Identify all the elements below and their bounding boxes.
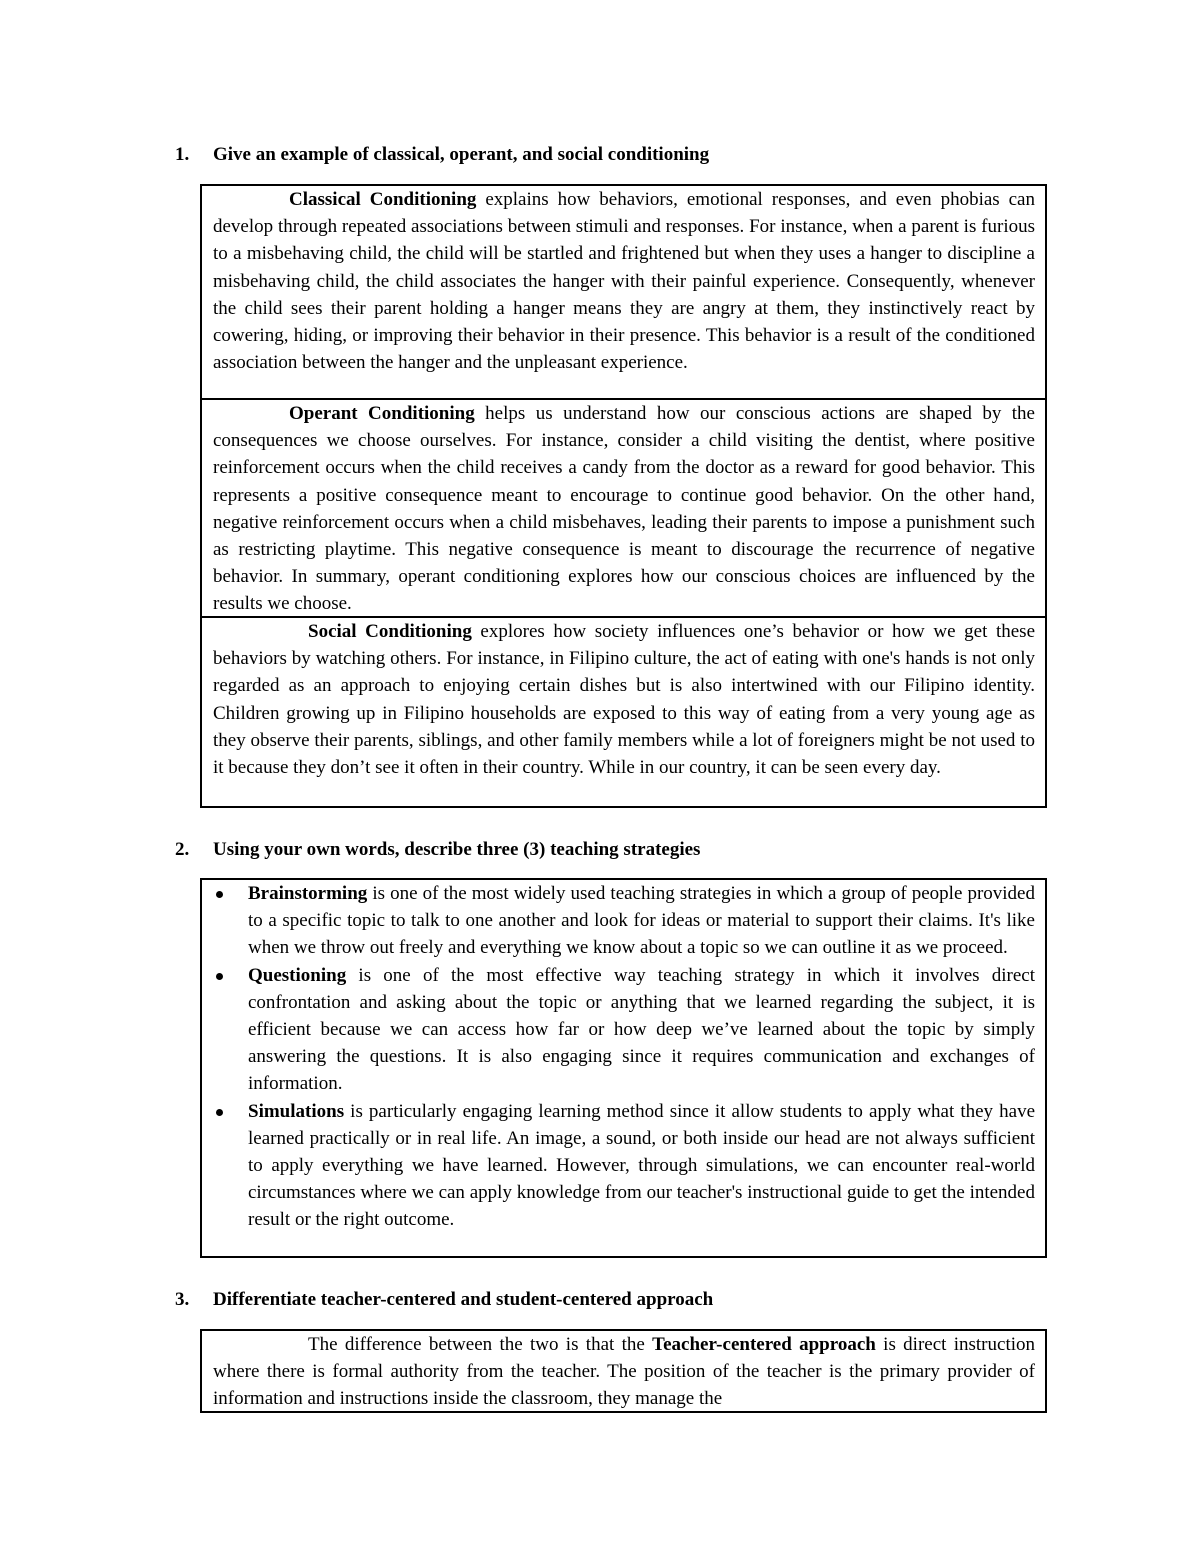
classical-conditioning-term: Classical Conditioning — [289, 189, 477, 210]
classical-conditioning-text: explains how behaviors, emotional responses, and even phobias can develop through repeated associations between stimuli and responses. For instance, when a parent is furious to a misbehaving child, the child will be startled and frightened but when they uses a hanger to discipline a misbehaving child, the child associates the hanger with their painful experience. Consequently, whenever the child sees their parent holding a hanger means they are angry at them, they instinctively react by cowering, hiding, or improving their behavior in their presence. This behavior is a result of the conditioned association between the hanger and the unpleasant experience. — [213, 189, 1035, 374]
strategy-text: is particularly engaging learning method since it allow students to apply what they have learned practically or in real life. An image, a sound, or both inside our head are not always sufficient to apply everything we have learned. However, through simulations, we can encounter real-world circumstances where we can apply knowledge from our teacher's instructional guide to get the intended result or the right outcome. — [248, 1100, 1035, 1231]
approach-text-after: is direct instruction where there is formal authority from the teacher. The position of the teacher is the primary provider of information and instructions inside the classroom, they manage the — [213, 1334, 1036, 1410]
question-number: 2. — [175, 839, 190, 860]
classical-conditioning-paragraph — [202, 186, 1045, 376]
operant-conditioning-term: Operant Conditioning — [289, 403, 475, 424]
approach-comparison-paragraph — [202, 1331, 1045, 1413]
question-text: Differentiate teacher-centered and student-centered approach — [213, 1289, 714, 1310]
question-1-heading — [175, 143, 1055, 167]
social-conditioning-term: Social Conditioning — [308, 621, 472, 642]
social-conditioning-text: explores how society influences one’s behavior or how we get these behaviors by watching others. For instance, in Filipino culture, the act of eating with one's hands is not only regarded as an approach to enjoying certain dishes but is also intertwined with our Filipino identity. Children growing up in Filipino households are exposed to this way of eating from a very young age as they observe their parents, siblings, and other family members while a lot of foreigners might be not used to it because they don’t see it often in their country. While in our country, it can be seen every day. — [213, 621, 1036, 779]
list-item — [248, 1098, 1035, 1234]
social-conditioning-paragraph — [202, 618, 1045, 781]
teaching-strategies-list — [202, 880, 1045, 1234]
strategy-text: is one of the most effective way teaching strategy in which it involves direct confrontation and asking about the topic or anything that we learned regarding the subject, it is efficient because we can access how far or how deep we’ve learned about the topic by simply answering the questions. It is also engaging since it requires communication and exchanges of information. — [248, 964, 1035, 1095]
teacher-centered-term: Teacher-centered approach — [652, 1334, 876, 1355]
social-conditioning-box — [200, 618, 1047, 808]
strategy-term: Questioning — [248, 964, 347, 986]
strategy-term: Brainstorming — [248, 883, 368, 904]
strategy-text: is one of the most widely used teaching strategies in which a group of people provided to a specific topic to talk to one another and look for ideas or material to support their claims. It's like when we throw out freely and everything we know about a topic so we can outline it as we proceed. — [248, 883, 1035, 959]
question-number: 1. — [175, 144, 190, 165]
operant-conditioning-text: helps us understand how our conscious actions are shaped by the consequences we choose ourselves. For instance, consider a child visiting the dentist, where positive reinforcement occurs when the child receives a candy from the doctor as a reward for good behavior. This represents a positive consequence meant to encourage to continue good behavior. On the other hand, negative reinforcement occurs when a child misbehaves, leading their parents to impose a punishment such as restricting playtime. This negative consequence is meant to discourage the recurrence of negative behavior. In summary, operant conditioning explores how our conscious choices are influenced by the results we choose. — [213, 403, 1035, 615]
classical-conditioning-box — [200, 184, 1047, 400]
approach-text-before: The difference between the two is that the — [308, 1334, 653, 1355]
bullet-icon — [216, 1109, 223, 1116]
bullet-icon — [216, 891, 223, 898]
list-item — [248, 880, 1035, 962]
question-number: 3. — [175, 1289, 190, 1310]
operant-conditioning-paragraph — [202, 400, 1045, 618]
question-text: Using your own words, describe three (3) teaching strategies — [213, 839, 701, 860]
bullet-icon — [216, 973, 223, 980]
strategy-term: Simulations — [248, 1100, 345, 1122]
operant-conditioning-box — [200, 400, 1047, 618]
question-text: Give an example of classical, operant, and social conditioning — [213, 144, 710, 165]
teaching-strategies-box — [200, 878, 1047, 1258]
approach-comparison-box — [200, 1329, 1047, 1413]
question-2-heading — [175, 838, 1055, 862]
question-3-heading — [175, 1288, 1055, 1312]
list-item — [248, 962, 1035, 1098]
